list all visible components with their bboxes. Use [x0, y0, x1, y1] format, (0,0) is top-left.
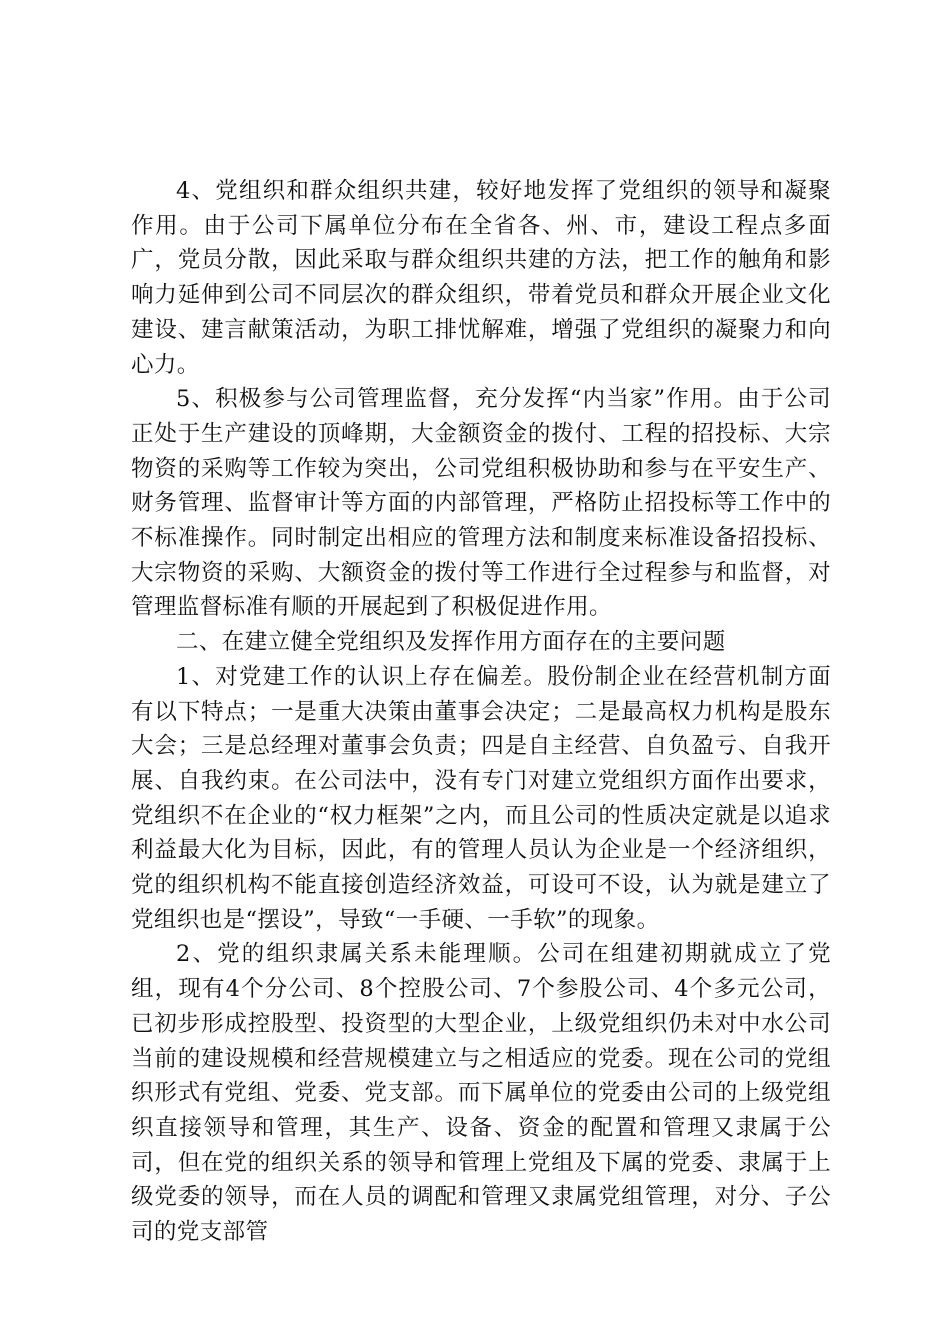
paragraph-item-4: 4、党组织和群众组织共建，较好地发挥了党组织的领导和凝聚作用。由于公司下属单位分布在全省各、州、市，建设工程点多面广，党员分散，因此采取与群众组织共建的方法，把工作的触角和影响力延伸到公司不同层次的群众组织，带着党员和群众开展企业文化建设、建言献策活动，为职工排忧解难，增强了党组织的凝聚力和向心力。	[131, 178, 831, 378]
section-heading-problems: 二、在建立健全党组织及发挥作用方面存在的主要问题	[176, 629, 726, 656]
document-body	[131, 174, 831, 1250]
paragraph-problem-1: 1、对党建工作的认识上存在偏差。股份制企业在经营机制方面有以下特点；一是重大决策由董事会决定；二是最高权力机构是股东大会；三是总经理对董事会负责；四是自主经营、自负盈亏、自我开展、自我约束。在公司法中，没有专门对建立党组织方面作出要求，党组织不在企业的“权力框架”之内，而且公司的性质决定就是以追求利益最大化为目标，因此，有的管理人员认为企业是一个经济组织，党的组织机构不能直接创造经济效益，可设可不设，认为就是建立了党组织也是“摆设”，导致“一手硬、一手软”的现象。	[131, 663, 831, 933]
paragraph-problem-2: 2、党的组织隶属关系未能理顺。公司在组建初期就成立了党组，现有4个分公司、8个控股公司、7个参股公司、4个多元公司，已初步形成控股型、投资型的大型企业，上级党组织仍未对中水公司当前的建设规模和经营规模建立与之相适应的党委。现在公司的党组织形式有党组、党委、党支部。而下属单位的党委由公司的上级党组织直接领导和管理，其生产、设备、资金的配置和管理又隶属于公司，但在党的组织关系的领导和管理上党组及下属的党委、隶属于上级党委的领导，而在人员的调配和管理又隶属党组管理，对分、子公司的党支部管	[131, 941, 831, 1246]
paragraph-item-5: 5、积极参与公司管理监督，充分发挥“内当家”作用。由于公司正处于生产建设的顶峰期，大金额资金的拨付、工程的招投标、大宗物资的采购等工作较为突出，公司党组积极协助和参与在平安生产、财务管理、监督审计等方面的内部管理，严格防止招投标等工作中的不标准操作。同时制定出相应的管理方法和制度来标准设备招投标、大宗物资的采购、大额资金的拨付等工作进行全过程参与和监督，对管理监督标准有顺的开展起到了积极促进作用。	[131, 386, 831, 621]
